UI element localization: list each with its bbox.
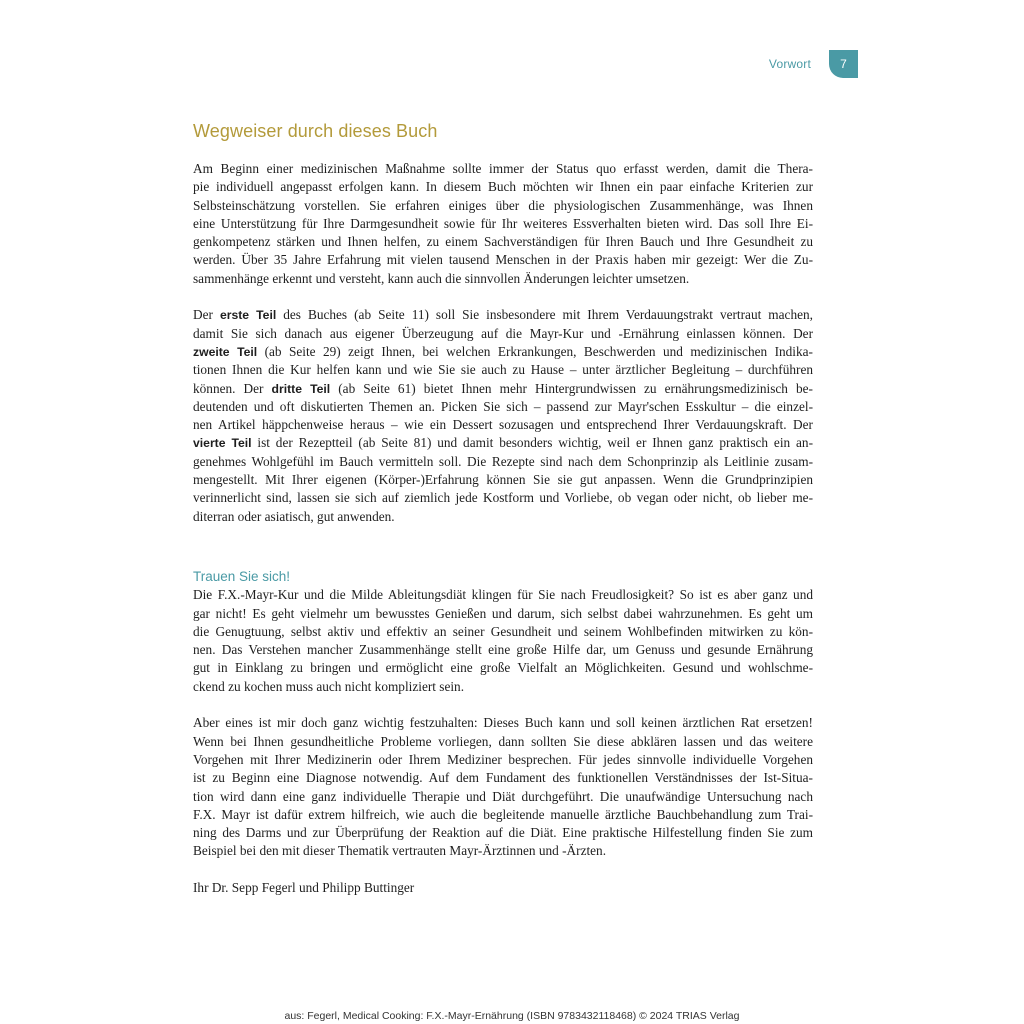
- disclaimer-line: tion wird dann eine ganz individuelle Therapie und Diät durchgeführt. Die unaufwändige Untersuchung nach: [193, 788, 813, 804]
- intro-line: Selbsteinschätzung vorstellen. Sie erfahren einiges über die physiologischen Zusammenhänge, was Ihnen: [193, 197, 813, 213]
- parts-line: tionen Ihnen die Kur helfen kann und wie Sie sie auch zu Hause – unter ärztlicher Begleitung – durchführen: [193, 362, 813, 378]
- parts-line: zweite Teil (ab Seite 29) zeigt Ihnen, bei welchen Erkrankungen, Beschwerden und medizinischen Indika-: [193, 343, 813, 359]
- intro-line: genkompetenz stärken und Ihnen helfen, zu einem Sachverständigen für Ihren Bauch und Ihre Gesundheit zu: [193, 234, 813, 250]
- parts-line: können. Der dritte Teil (ab Seite 61) bietet Ihnen mehr Hintergrundwissen zu ernährungsmedizinisch be-: [193, 380, 813, 396]
- disclaimer-line: Vorgehen mit Ihrer Medizinerin oder Ihrem Mediziner besprechen. Für jedes sinnvolle individuelle Vorgehen: [193, 751, 813, 767]
- disclaimer-line: Aber eines ist mir doch ganz wichtig festzuhalten: Dieses Buch kann und soll keinen ärztlichen Rat ersetzen!: [193, 715, 813, 731]
- trauen-line: nen. Das Verstehen mancher Zusammenhänge stellt eine große Hilfe dar, um Genuss und gesunde Ernährung: [193, 642, 813, 658]
- parts-line: damit Sie sich danach aus eigener Überzeugung auf die Mayr-Kur und -Ernährung einlassen können. Der: [193, 325, 813, 341]
- part-four-label: vierte Teil: [193, 436, 252, 451]
- book-parts-paragraph: [193, 306, 813, 526]
- section-name: Vorwort: [768, 57, 811, 71]
- parts-line: genehmes Wohlgefühl im Bauch vermitteln soll. Die Rezepte sind nach dem Schonprinzip als Leitlinie zusam-: [193, 453, 813, 469]
- intro-line: sammenhänge erkennt und versteht, kann auch die sinnvollen Änderungen leichter umsetzen.: [193, 270, 690, 286]
- parts-line: Der erste Teil des Buches (ab Seite 11) soll Sie insbesondere mit Ihrem Verdauungstrakt vertraut machen,: [193, 307, 813, 323]
- trauen-line: ckend zu kochen muss auch nicht kompliziert sein.: [193, 678, 465, 694]
- parts-line: verinnerlicht sind, lassen sie sich auf ziemlich jede Kostform und Vorliebe, ob vegan oder nicht, ob lieber me-: [193, 490, 813, 506]
- page-body: [193, 121, 813, 897]
- parts-line: vierte Teil ist der Rezeptteil (ab Seite 81) und damit besonders wichtig, weil er Ihnen ganz praktisch ein an-: [193, 435, 813, 451]
- disclaimer-paragraph: [193, 714, 813, 860]
- part-one-label: erste Teil: [219, 308, 277, 323]
- intro-line: eine Unterstützung für Ihre Darmgesundheit sowie für Ihr weiteres Essverhalten bieten wird. Das soll Ihre Ei-: [193, 215, 813, 231]
- page-header: [769, 50, 858, 78]
- disclaimer-line: ist zu Beginn eine Diagnose notwendig. Auf dem Fundament des funktionellen Verständnisses der Ist-Situa-: [193, 770, 813, 786]
- trauen-paragraph: [193, 586, 813, 696]
- page-number-tab: 7: [829, 50, 858, 78]
- disclaimer-line: Wenn bei Ihnen gesundheitliche Probleme vorliegen, dann sollten Sie diese abklären lassen und das weitere: [193, 733, 813, 749]
- trauen-line: die Genugtuung, selbst aktiv und effektiv an seiner Gesundheit und seinem Wohlbefinden mitwirken zu kön-: [193, 623, 813, 639]
- trauen-line: gut in Einklang zu bringen und ermöglicht eine große Vielfalt an Möglichkeiten. Gesund und wohlschme-: [193, 660, 813, 676]
- part-two-label: zweite Teil: [193, 344, 258, 359]
- part-three-label: dritte Teil: [271, 381, 331, 396]
- copyright-footer: aus: Fegerl, Medical Cooking: F.X.-Mayr-Ernährung (ISBN 9783432118468) © 2024 TRIAS Verlag: [284, 1010, 740, 1022]
- disclaimer-line: Beispiel bei den mit dieser Thematik vertrauten Mayr-Ärztinnen und -Ärzten.: [193, 843, 607, 859]
- intro-paragraph: [193, 160, 813, 288]
- section-heading: Trauen Sie sich!: [193, 568, 291, 584]
- chapter-title: Wegweiser durch dieses Buch: [193, 121, 438, 141]
- intro-line: Am Beginn einer medizinischen Maßnahme sollte immer der Status quo erfasst werden, damit die Thera-: [193, 161, 813, 176]
- trauen-line: gar nicht! Es geht vielmehr um bewusstes Genießen und darum, sich selbst dabei wahrzunehmen. Es geht um: [193, 605, 813, 621]
- disclaimer-line: ning des Darms und zur Überprüfung der Reaktion auf die Diät. Eine praktische Hilfestellung finden Sie zum: [193, 825, 813, 841]
- parts-line: deutenden und oft diskutierten Themen an. Picken Sie sich – passend zur Mayr'schen Esskultur – die einzel-: [193, 398, 813, 414]
- parts-line: diterran oder asiatisch, gut anwenden.: [193, 508, 395, 524]
- parts-line: mengestellt. Mit Ihrer eigenen (Körper-)Erfahrung können Sie sie gut anpassen. Wenn die Grundprinzipien: [193, 472, 813, 488]
- trauen-line: Die F.X.-Mayr-Kur und die Milde Ableitungsdiät klingen für Sie nach Freudlosigkeit? So ist es aber ganz und: [193, 587, 813, 603]
- intro-line: werden. Über 35 Jahre Erfahrung mit vielen tausend Menschen in der Praxis haben mir gezeigt: Wer die Zu-: [193, 252, 813, 268]
- signature: Ihr Dr. Sepp Fegerl und Philipp Buttinger: [193, 879, 415, 895]
- disclaimer-line: F.X. Mayr ist dafür extrem hilfreich, wie auch die begleitende manuelle ärztliche Bauchbehandlung zum Trai-: [193, 806, 813, 822]
- parts-line: nen Artikel häppchenweise heraus – wie ein Dessert sozusagen und entsprechend Ihrer Verdauungskraft. Der: [193, 417, 813, 433]
- intro-line: pie individuell angepasst erfolgen kann. In diesem Buch möchten wir Ihnen ein paar einfache Kriterien zur: [193, 179, 813, 195]
